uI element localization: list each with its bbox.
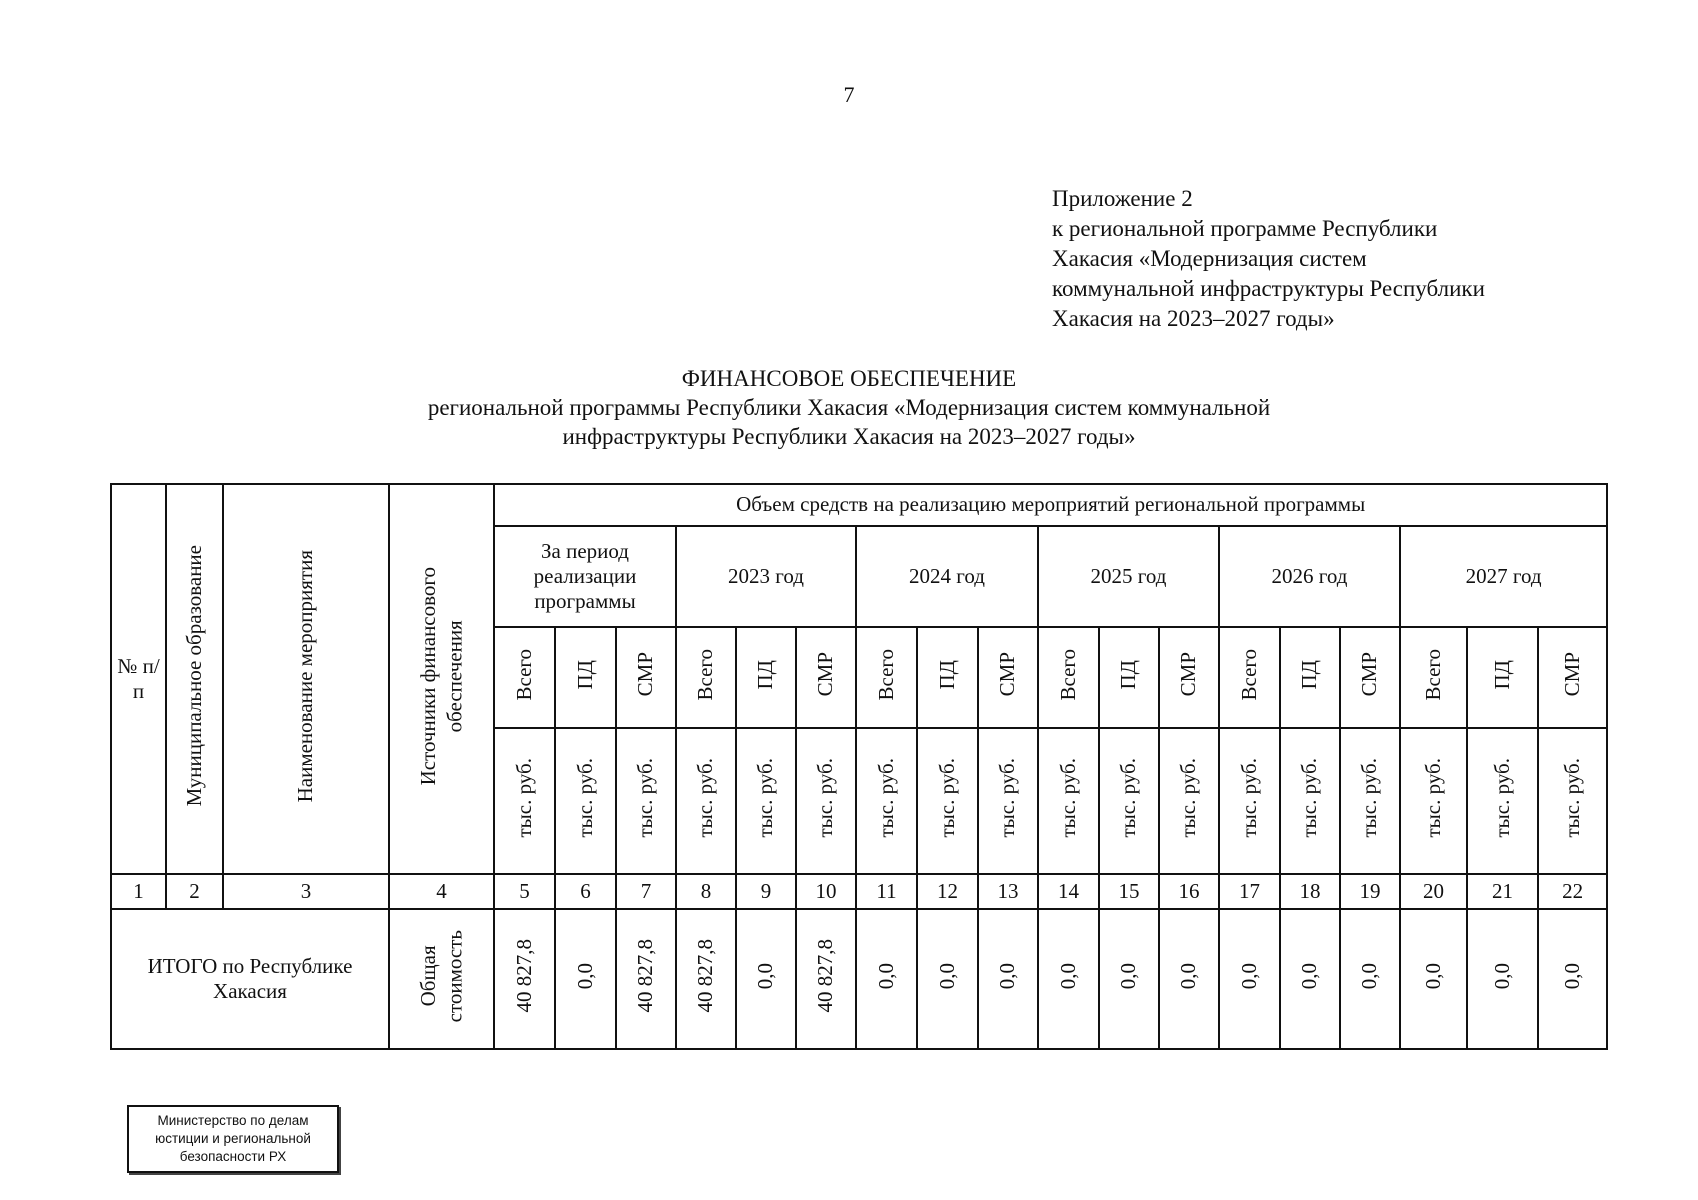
- column-number: 22: [1538, 874, 1607, 909]
- subheader-pd: ПД: [1099, 627, 1159, 728]
- unit-cell: тыс. руб.: [494, 728, 555, 874]
- total-value: 0,0: [736, 909, 796, 1049]
- subheader-total: Всего: [1038, 627, 1099, 728]
- appendix-note: [1052, 184, 1612, 334]
- total-value: 0,0: [555, 909, 616, 1049]
- subheader-total: Всего: [856, 627, 917, 728]
- header-event-name: Наименование мероприятия: [223, 484, 389, 874]
- subheader-total: Всего: [1400, 627, 1467, 728]
- unit-cell: тыс. руб.: [1467, 728, 1538, 874]
- total-value: 40 827,8: [494, 909, 555, 1049]
- unit-cell: тыс. руб.: [676, 728, 736, 874]
- appendix-line: коммунальной инфраструктуры Республики: [1052, 276, 1485, 301]
- column-number: 15: [1099, 874, 1159, 909]
- title-sub-line: региональной программы Республики Хакасия «Модернизация систем коммунальной: [427, 395, 1271, 420]
- unit-cell: тыс. руб.: [1538, 728, 1607, 874]
- total-label: ИТОГО по Республике Хакасия: [111, 909, 389, 1049]
- appendix-line: Хакасия «Модернизация систем: [1052, 246, 1367, 271]
- total-value: 40 827,8: [616, 909, 676, 1049]
- document-title: [0, 364, 1698, 451]
- column-number: 5: [494, 874, 555, 909]
- column-number: 8: [676, 874, 736, 909]
- header-funding-source: Источники финансового обеспечения: [389, 484, 494, 874]
- total-value: 0,0: [1340, 909, 1400, 1049]
- column-number: 11: [856, 874, 917, 909]
- subheader-smr: СМР: [978, 627, 1038, 728]
- column-number: 16: [1159, 874, 1219, 909]
- total-value: 0,0: [1280, 909, 1340, 1049]
- header-no: № п/п: [111, 484, 166, 874]
- column-number: 14: [1038, 874, 1099, 909]
- subheader-pd: ПД: [736, 627, 796, 728]
- total-value: 0,0: [1038, 909, 1099, 1049]
- column-number: 21: [1467, 874, 1538, 909]
- appendix-line: Хакасия на 2023–2027 годы»: [1052, 306, 1335, 331]
- appendix-line: Приложение 2: [1052, 186, 1193, 211]
- subheader-smr: СМР: [1538, 627, 1607, 728]
- subheader-pd: ПД: [555, 627, 616, 728]
- page-number: 7: [843, 82, 855, 107]
- total-value: 0,0: [1159, 909, 1219, 1049]
- total-value: 0,0: [1538, 909, 1607, 1049]
- total-value: 0,0: [1400, 909, 1467, 1049]
- total-value: 0,0: [1219, 909, 1280, 1049]
- subheader-smr: СМР: [616, 627, 676, 728]
- total-value: 40 827,8: [676, 909, 736, 1049]
- unit-cell: тыс. руб.: [978, 728, 1038, 874]
- unit-cell: тыс. руб.: [1099, 728, 1159, 874]
- subheader-pd: ПД: [1280, 627, 1340, 728]
- column-number: 19: [1340, 874, 1400, 909]
- header-period: За период реализации программы: [494, 526, 676, 627]
- column-number: 12: [917, 874, 978, 909]
- total-value: 0,0: [917, 909, 978, 1049]
- column-number: 2: [166, 874, 223, 909]
- subheader-pd: ПД: [917, 627, 978, 728]
- unit-cell: тыс. руб.: [917, 728, 978, 874]
- financing-table: [110, 483, 1608, 1050]
- subheader-smr: СМР: [1340, 627, 1400, 728]
- stamp-line: Министерство по делам: [157, 1113, 309, 1128]
- unit-cell: тыс. руб.: [1038, 728, 1099, 874]
- total-value: 0,0: [978, 909, 1038, 1049]
- unit-cell: тыс. руб.: [555, 728, 616, 874]
- unit-cell: тыс. руб.: [796, 728, 856, 874]
- column-number: 10: [796, 874, 856, 909]
- column-number: 3: [223, 874, 389, 909]
- column-number-row: [111, 874, 1607, 909]
- total-row: [111, 909, 1607, 1049]
- header-municipality: Муниципальное образование: [166, 484, 223, 874]
- subheader-total: Всего: [1219, 627, 1280, 728]
- header-year-2024: 2024 год: [856, 526, 1038, 627]
- unit-cell: тыс. руб.: [1280, 728, 1340, 874]
- unit-cell: тыс. руб.: [1340, 728, 1400, 874]
- column-number: 18: [1280, 874, 1340, 909]
- header-year-2026: 2026 год: [1219, 526, 1400, 627]
- subheader-total: Всего: [494, 627, 555, 728]
- column-number: 7: [616, 874, 676, 909]
- header-year-2025: 2025 год: [1038, 526, 1219, 627]
- header-year-2023: 2023 год: [676, 526, 856, 627]
- unit-cell: тыс. руб.: [1219, 728, 1280, 874]
- column-number: 1: [111, 874, 166, 909]
- subheader-smr: СМР: [1159, 627, 1219, 728]
- column-number: 13: [978, 874, 1038, 909]
- unit-cell: тыс. руб.: [736, 728, 796, 874]
- header-funds-volume: Объем средств на реализацию мероприятий региональной программы: [494, 484, 1607, 526]
- total-value: 40 827,8: [796, 909, 856, 1049]
- subheader-pd: ПД: [1467, 627, 1538, 728]
- total-value: 0,0: [1467, 909, 1538, 1049]
- stamp-line: юстиции и региональной: [155, 1131, 311, 1146]
- stamp-line: безопасности РХ: [179, 1149, 287, 1164]
- title-main: ФИНАНСОВОЕ ОБЕСПЕЧЕНИЕ: [681, 366, 1017, 391]
- column-number: 9: [736, 874, 796, 909]
- column-number: 6: [555, 874, 616, 909]
- total-value: 0,0: [1099, 909, 1159, 1049]
- header-year-2027: 2027 год: [1400, 526, 1607, 627]
- unit-cell: тыс. руб.: [856, 728, 917, 874]
- column-number: 20: [1400, 874, 1467, 909]
- appendix-line: к региональной программе Республики: [1052, 216, 1438, 241]
- unit-cell: тыс. руб.: [616, 728, 676, 874]
- ministry-stamp: [127, 1105, 339, 1173]
- total-source: Общая стоимость: [389, 909, 494, 1049]
- column-number: 17: [1219, 874, 1280, 909]
- title-sub-line: инфраструктуры Республики Хакасия на 2023–2027 годы»: [562, 424, 1136, 449]
- subheader-smr: СМР: [796, 627, 856, 728]
- column-number: 4: [389, 874, 494, 909]
- subheader-total: Всего: [676, 627, 736, 728]
- unit-cell: тыс. руб.: [1159, 728, 1219, 874]
- total-value: 0,0: [856, 909, 917, 1049]
- unit-cell: тыс. руб.: [1400, 728, 1467, 874]
